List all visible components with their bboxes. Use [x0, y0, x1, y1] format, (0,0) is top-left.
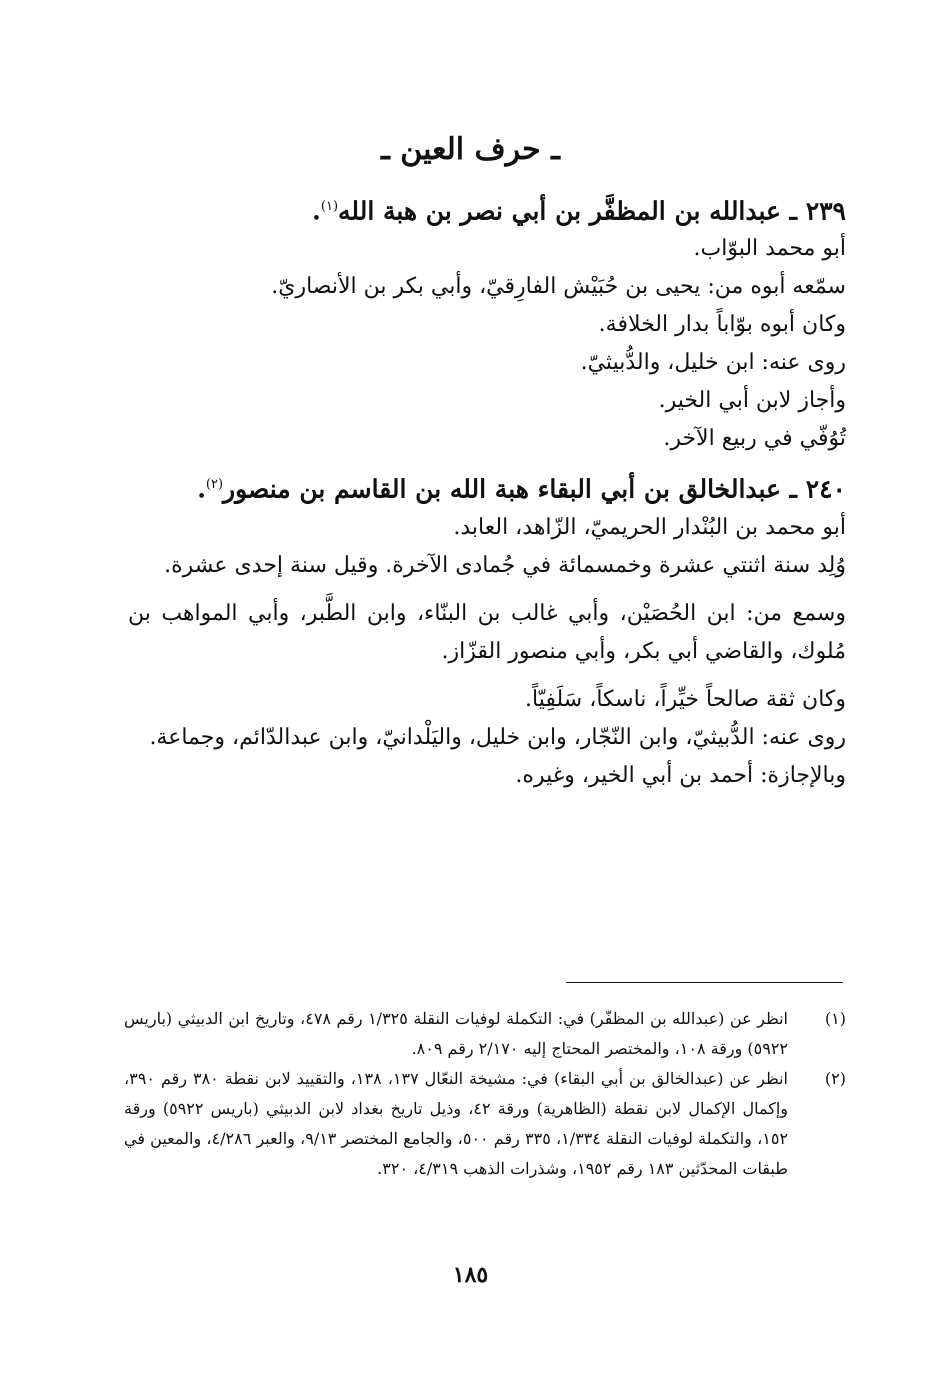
- section-heading: ـ حرف العين ـ: [381, 132, 560, 167]
- entry-239-title-text: ٢٣٩ ـ عبدالله بن المظفَّر بن أبي نصر بن هبة الله: [338, 196, 846, 226]
- entry-239-line: وأجاز لابن أبي الخير.: [658, 388, 846, 414]
- entry-240-paragraph: وُلِد سنة اثنتي عشرة وخمسمائة في جُمادى الآخرة. وقيل سنة إحدى عشرة.: [164, 552, 846, 578]
- entry-239-title: ٢٣٩ ـ عبدالله بن المظفَّر بن أبي نصر بن هبة الله$^{(١)}$.: [312, 196, 846, 226]
- footnote: [124, 1004, 846, 1064]
- main-text: [128, 188, 846, 795]
- entry-240-paragraph: وسمع من: ابن الحُصَيْن، وأبي غالب بن البنّاء، وابن الطَّبر، وأبي المواهب بن مُلوك، والقاضي أبي بكر، وأبي منصور القزّاز.: [128, 600, 846, 664]
- entry-239-line: روى عنه: ابن خليل، والدُّبيثيّ.: [580, 350, 846, 376]
- entry-240-paragraph: وبالإجازة: أحمد بن أبي الخير، وغيره.: [515, 762, 846, 788]
- footnotes: [124, 1004, 846, 1184]
- footnote-text: انظر عن (عبدالخالق بن أبي البقاء) في: مشيخة النعّال ١٣٧، ١٣٨، والتقييد لابن نقطة ٣٨٠ رقم ٣٩٠، وإكمال الإكمال لابن نقطة (الظاهرية) ورقة ٤٢، وذيل تاريخ بغداد لابن الدبيثي (باريس ٥٩٢٢) ورقة ١٥٢، والتكملة لوفيات النقلة ١/٣٣٤، ٣٣٥ رقم ٥٠٠، والجامع المختصر ٩/١٣، والعبر ٤/٢٨٦، والمعين في طبقات المحدّثين ١٨٣ رقم ١٩٥٢، وشذرات الذهب ٤/٣١٩، ٣٢٠.: [124, 1069, 789, 1178]
- entry-240-paragraph: وكان ثقة صالحاً خيِّراً، ناسكاً، سَلَفِيّاً.: [525, 686, 846, 712]
- footnote-ref-2: (٢): [205, 477, 224, 493]
- entry-239-line: وكان أبوه بوّاباً بدار الخلافة.: [598, 312, 846, 338]
- entry-239-line: تُوُفّي في ربيع الآخر.: [663, 426, 846, 452]
- footnote-ref-1: (١): [320, 199, 339, 214]
- footnote: [124, 1064, 846, 1184]
- footnote-text: انظر عن (عبدالله بن المظفّر) في: التكملة لوفيات النقلة ١/٣٢٥ رقم ٤٧٨، وتاريخ ابن الدبيثي (باريس ٥٩٢٢) ورقة ١٠٨، والمختصر المحتاج إليه ٢/١٧٠ رقم ٨٠٩.: [124, 1009, 788, 1058]
- entry-240-title-text: ٢٤٠ ـ عبدالخالق بن أبي البقاء هبة الله بن القاسم بن منصور: [223, 474, 846, 504]
- footnote-number: (٢): [824, 1069, 846, 1088]
- entry-240-paragraph: أبو محمد بن البُنْدار الحريميّ، الزّاهد، العابد.: [453, 514, 846, 540]
- entry-239-line: أبو محمد البوّاب.: [693, 236, 846, 262]
- entry-240-paragraph: روى عنه: الدُّبيثيّ، وابن النّجّار، وابن خليل، واليَلْدانيّ، وابن عبدالدّائم، وجماعة.: [149, 724, 846, 750]
- footnote-divider: [566, 982, 843, 983]
- entry-240-title: ٢٤٠ ـ عبدالخالق بن أبي البقاء هبة الله بن القاسم بن منصور$^{(٢)}$.: [197, 474, 846, 504]
- footnote-number: (١): [824, 1009, 846, 1028]
- entry-239-line: سمّعه أبوه من: يحيى بن حُبَيْش الفارِقيّ، وأبي بكر بن الأنصاريّ.: [271, 274, 846, 300]
- page-number: ١٨٥: [452, 1262, 489, 1288]
